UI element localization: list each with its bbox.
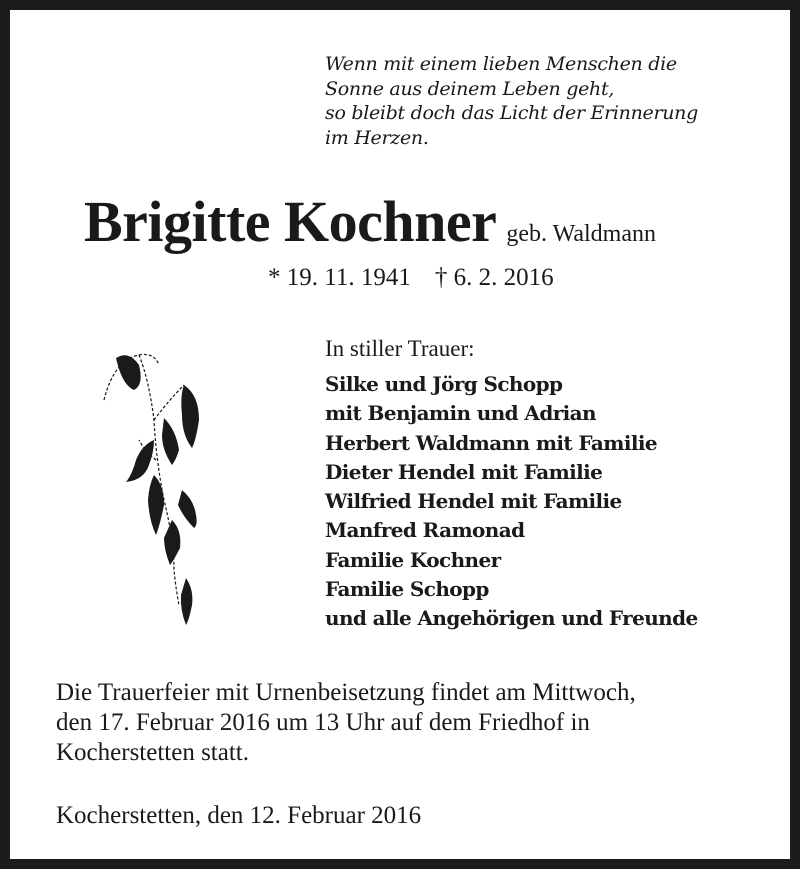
mourner-line: Wilfried Hendel mit Familie — [325, 489, 622, 514]
leaf — [181, 578, 193, 625]
birth-date: * 19. 11. 1941 — [268, 264, 411, 291]
service-line: den 17. Februar 2016 um 13 Uhr auf dem Friedhof in — [56, 709, 590, 736]
mourner-line: Herbert Waldmann mit Familie — [325, 430, 657, 455]
mourning-intro: In stiller Trauer: — [325, 336, 475, 361]
quote-line: im Herzen. — [325, 126, 429, 149]
mourner-line: und alle Angehörigen und Freunde — [325, 606, 698, 631]
mourners-list — [325, 370, 698, 634]
quote-line: so bleibt doch das Licht der Erinnerung — [325, 102, 698, 124]
life-dates — [268, 264, 554, 292]
memorial-quote — [325, 52, 698, 150]
leaf — [126, 440, 154, 482]
leaf — [181, 385, 199, 448]
maiden-name: geb. Waldmann — [506, 221, 656, 247]
mourner-line: Dieter Hendel mit Familie — [325, 459, 603, 484]
leaf — [116, 355, 141, 390]
mourner-line: Familie Schopp — [325, 577, 489, 602]
funeral-service-notice — [56, 678, 636, 768]
leaf — [164, 520, 180, 565]
death-date: † 6. 2. 2016 — [434, 264, 554, 291]
mourner-line: Manfred Ramonad — [325, 518, 525, 543]
service-line: Kocherstetten statt. — [56, 739, 249, 766]
service-line: Die Trauerfeier mit Urnenbeisetzung findet am Mittwoch, — [56, 679, 636, 706]
deceased-name-line — [84, 188, 656, 255]
quote-line: Sonne aus deinem Leben geht, — [325, 77, 615, 100]
leaf — [178, 490, 197, 528]
quote-line: Wenn mit einem lieben Menschen die — [325, 53, 677, 75]
leaf — [162, 418, 179, 465]
leaf-branch-icon — [94, 340, 214, 640]
mourner-line: Familie Kochner — [325, 547, 501, 572]
mourner-line: Silke und Jörg Schopp — [325, 372, 563, 396]
deceased-name: Brigitte Kochner — [84, 189, 497, 254]
place-and-date: Kocherstetten, den 12. Februar 2016 — [56, 802, 422, 829]
mourner-line: mit Benjamin und Adrian — [325, 401, 596, 426]
